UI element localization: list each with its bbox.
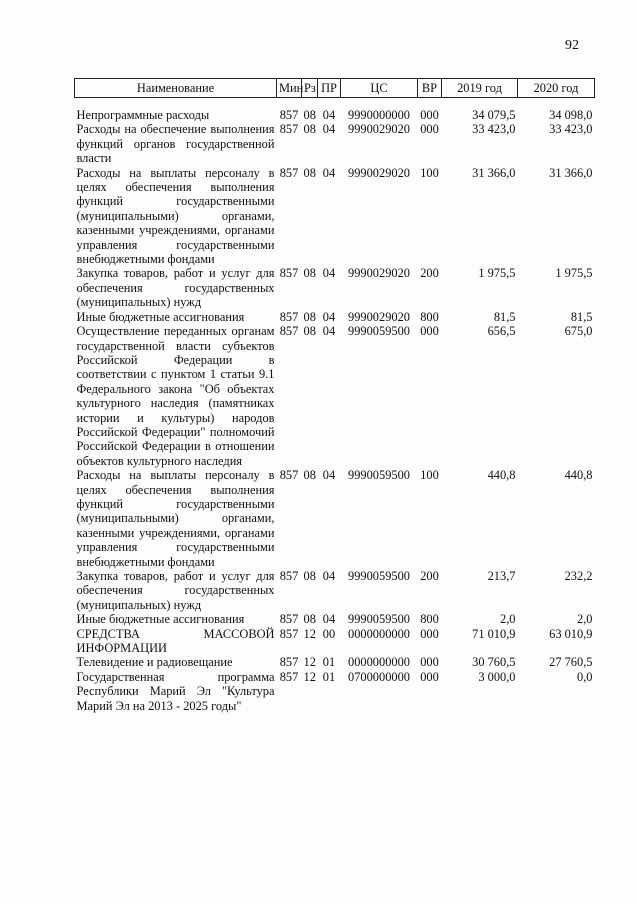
row-name: Иные бюджетные ассигнования — [76, 612, 245, 627]
row-rz: 08 — [303, 612, 316, 627]
row-vr: 800 — [420, 612, 439, 627]
row-cs: 9990029020 — [348, 165, 410, 180]
row-pr: 00 — [322, 626, 336, 641]
row-vr: 000 — [420, 108, 439, 122]
row-2020: 31 366,0 — [549, 165, 593, 180]
table-row — [75, 655, 595, 669]
row-2019: 33 423,0 — [472, 122, 516, 137]
table-row — [75, 627, 595, 656]
table-row — [75, 266, 595, 309]
row-rz: 08 — [303, 324, 316, 339]
table-row — [75, 468, 595, 569]
row-pr: 01 — [322, 669, 336, 684]
row-name: Закупка товаров, работ и услуг для обеспечения государственных (муниципальных) нужд — [76, 266, 275, 310]
row-pr: 04 — [322, 309, 336, 324]
row-min: 857 — [279, 165, 299, 180]
row-vr: 100 — [420, 165, 439, 180]
row-pr: 04 — [322, 324, 336, 339]
row-2020: 33 423,0 — [549, 122, 593, 137]
row-2019: 213,7 — [487, 569, 516, 583]
row-2020: 675,0 — [564, 324, 593, 339]
row-min: 857 — [279, 612, 299, 627]
row-rz: 08 — [303, 569, 316, 583]
row-2019: 71 010,9 — [472, 626, 516, 641]
header-cs: ЦС — [341, 79, 418, 98]
table-row — [75, 122, 595, 165]
page-number: 92 — [565, 38, 579, 53]
row-name: СРЕДСТВА МАССОВОЙ ИНФОРМАЦИИ — [76, 626, 275, 656]
row-cs: 9990029020 — [348, 309, 410, 324]
row-vr: 000 — [420, 669, 439, 684]
row-2020: 232,2 — [564, 569, 593, 583]
table-row — [75, 612, 595, 626]
row-cs: 9990059500 — [348, 612, 410, 627]
header-min: Мин — [277, 79, 302, 98]
row-pr: 01 — [322, 655, 336, 670]
row-2019: 2,0 — [500, 612, 516, 627]
row-cs: 9990059500 — [348, 468, 410, 483]
row-name: Расходы на выплаты персоналу в целях обеспечения выполнения функций государственными (муниципальными) органами, казенными учреждениями, органами управления государственными внебюджетными фондами — [76, 165, 275, 267]
row-vr: 800 — [420, 309, 439, 324]
row-pr: 04 — [322, 165, 336, 180]
row-rz: 12 — [303, 655, 316, 670]
row-2019: 31 366,0 — [472, 165, 516, 180]
row-vr: 200 — [420, 266, 439, 281]
table-body — [75, 98, 595, 714]
row-min: 857 — [279, 569, 299, 583]
row-rz: 12 — [303, 669, 316, 684]
row-rz: 08 — [303, 266, 316, 281]
row-cs: 0000000000 — [348, 626, 410, 641]
row-2019: 81,5 — [493, 309, 516, 324]
row-2019: 3 000,0 — [478, 669, 516, 684]
row-vr: 000 — [420, 655, 439, 670]
row-rz: 12 — [303, 626, 316, 641]
header-2020: 2020 год — [518, 79, 595, 98]
row-pr: 04 — [322, 122, 336, 137]
row-cs: 0700000000 — [348, 669, 410, 684]
row-2019: 34 079,5 — [472, 108, 516, 122]
row-cs: 9990029020 — [348, 122, 410, 137]
row-vr: 000 — [420, 122, 439, 137]
header-name: Наименование — [75, 79, 277, 98]
row-vr: 200 — [420, 569, 439, 583]
row-pr: 04 — [322, 468, 336, 483]
row-cs: 9990059500 — [348, 569, 410, 583]
row-min: 857 — [279, 655, 299, 670]
row-vr: 000 — [420, 626, 439, 641]
table-row — [75, 166, 595, 267]
header-rz: Рз — [302, 79, 318, 98]
row-2020: 81,5 — [570, 309, 593, 324]
row-min: 857 — [279, 324, 299, 339]
row-2020: 2,0 — [577, 612, 593, 627]
row-cs: 0000000000 — [348, 655, 410, 670]
row-rz: 08 — [303, 122, 316, 137]
table-row — [75, 324, 595, 468]
row-name: Непрограммные расходы — [76, 108, 210, 122]
row-vr: 100 — [420, 468, 439, 483]
row-2020: 63 010,9 — [549, 626, 593, 641]
row-name: Осуществление переданных органам государственной власти субъектов Российской Федерации в соответствии с пунктом 1 статьи 9.1 Федерального закона "Об объектах культурного наследия (памятниках истории и культуры) народов Российской Федерации" полномочий Российской Федерации в отношении объектов культурного наследия — [76, 324, 275, 468]
row-pr: 04 — [322, 108, 336, 122]
table-row — [75, 670, 595, 713]
row-rz: 08 — [303, 468, 316, 483]
header-pr: ПР — [318, 79, 341, 98]
table-row — [75, 310, 595, 324]
row-name: Телевидение и радиовещание — [76, 655, 233, 670]
row-min: 857 — [279, 669, 299, 684]
table-header — [75, 79, 595, 98]
row-2020: 0,0 — [577, 669, 593, 684]
row-name: Закупка товаров, работ и услуг для обеспечения государственных (муниципальных) нужд — [76, 569, 275, 612]
header-2019: 2019 год — [442, 79, 518, 98]
row-2019: 1 975,5 — [478, 266, 516, 281]
row-min: 857 — [279, 626, 299, 641]
budget-table — [74, 78, 595, 713]
row-min: 857 — [279, 468, 299, 483]
row-2019: 30 760,5 — [472, 655, 516, 670]
row-min: 857 — [279, 108, 299, 122]
row-2020: 34 098,0 — [549, 108, 593, 122]
row-vr: 000 — [420, 324, 439, 339]
row-cs: 9990029020 — [348, 266, 410, 281]
header-vr: ВР — [418, 79, 442, 98]
row-cs: 9990000000 — [348, 108, 410, 122]
row-pr: 04 — [322, 569, 336, 583]
table-row — [75, 98, 595, 123]
row-rz: 08 — [303, 108, 316, 122]
row-pr: 04 — [322, 266, 336, 281]
row-name: Расходы на выплаты персоналу в целях обеспечения выполнения функций государственными (муниципальными) органами, казенными учреждениями, органами управления государственными внебюджетными фондами — [76, 468, 275, 569]
table-row — [75, 569, 595, 612]
row-min: 857 — [279, 309, 299, 324]
row-min: 857 — [279, 266, 299, 281]
row-2020: 1 975,5 — [555, 266, 593, 281]
row-2020: 27 760,5 — [549, 655, 593, 670]
row-cs: 9990059500 — [348, 324, 410, 339]
row-name: Расходы на обеспечение выполнения функций органов государственной власти — [76, 122, 275, 166]
row-rz: 08 — [303, 309, 316, 324]
row-2020: 440,8 — [564, 468, 593, 483]
row-2019: 656,5 — [487, 324, 516, 339]
row-pr: 04 — [322, 612, 336, 627]
row-2019: 440,8 — [487, 468, 516, 483]
row-rz: 08 — [303, 165, 316, 180]
row-name: Иные бюджетные ассигнования — [76, 309, 245, 324]
row-min: 857 — [279, 122, 299, 137]
row-name: Государственная программа Республики Марий Эл "Культура Марий Эл на 2013 - 2025 годы" — [76, 669, 275, 713]
